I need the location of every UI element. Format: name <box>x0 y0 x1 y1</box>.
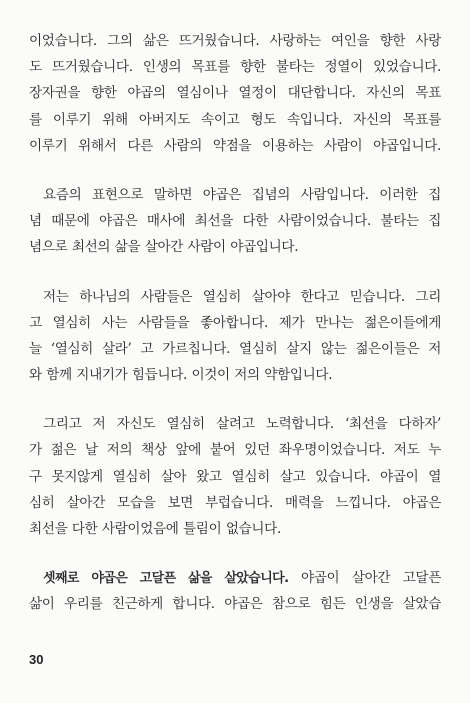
text-line: 와 함께 지내기가 힘듭니다. 이것이 저의 약함입니다. <box>29 367 333 384</box>
text-line: 저는 하나님의 사람들은 열심히 살아야 한다고 믿습니다. 그리 <box>43 288 441 305</box>
paragraph-3 <box>29 284 441 389</box>
page-number: 30 <box>29 652 44 667</box>
text-line: 삶이 우리를 친근하게 합니다. 야곱은 참으로 힘든 인생을 살았습 <box>29 596 441 613</box>
text-line: 늘 ‘열심히 살라’ 고 가르칩니다. 열심히 살지 않는 젊은이들은 저 <box>29 340 441 357</box>
text-line: 구 못지않게 열심히 살아 왔고 열심히 살고 있습니다. 야곱이 열 <box>29 468 441 485</box>
paragraph-4 <box>29 411 441 542</box>
text-line: 를 이루기 위해 아버지도 속이고 형도 속입니다. 자신의 목표를 <box>29 111 441 128</box>
text-line: 심히 살아간 모습을 보면 부럽습니다. 매력을 느낍니다. 야곱은 <box>29 494 441 511</box>
text-line: 장자권을 향한 야곱의 열심이나 열정이 대단합니다. 자신의 목표 <box>29 85 441 102</box>
body-text <box>29 28 441 641</box>
text-line: 요즘의 표현으로 말하면 야곱은 집념의 사람입니다. 이러한 집 <box>43 186 441 203</box>
paragraph-5 <box>29 565 441 617</box>
text-line: 이었습니다. 그의 삶은 뜨거웠습니다. 사랑하는 여인을 향한 사랑 <box>29 33 441 49</box>
text-line <box>29 565 441 591</box>
text-line: 념으로 최선의 삶을 살아간 사람이 야곱입니다. <box>29 239 299 256</box>
text-line: 고 열심히 사는 사람들을 좋아합니다. 제가 만나는 젊은이들에게 <box>29 314 441 331</box>
text-line: 념 때문에 야곱은 매사에 최선을 다한 사람이었습니다. 불타는 집 <box>29 213 441 230</box>
text-run: 야곱이 살아간 고달픈 <box>288 570 441 587</box>
text-line: 그리고 저 자신도 열심히 살려고 노력합니다. ‘최선을 다하자’ <box>43 416 441 433</box>
text-line: 이루기 위해서 다른 사람의 약점을 이용하는 사람이 야곱입니다. <box>29 137 441 154</box>
text-line: 가 젊은 날 저의 책상 앞에 붙어 있던 좌우명이었습니다. 저도 누 <box>29 442 441 459</box>
text-line: 도 뜨거웠습니다. 인생의 목표를 향한 불타는 정열이 있었습니다. <box>29 59 441 76</box>
bold-lead-text: 셋째로 야곱은 고달픈 삶을 살았습니다. <box>43 571 289 587</box>
paragraph-1 <box>29 28 441 159</box>
text-line: 최선을 다한 사람이었음에 틀림이 없습니다. <box>29 521 281 537</box>
paragraph-2 <box>29 182 441 261</box>
